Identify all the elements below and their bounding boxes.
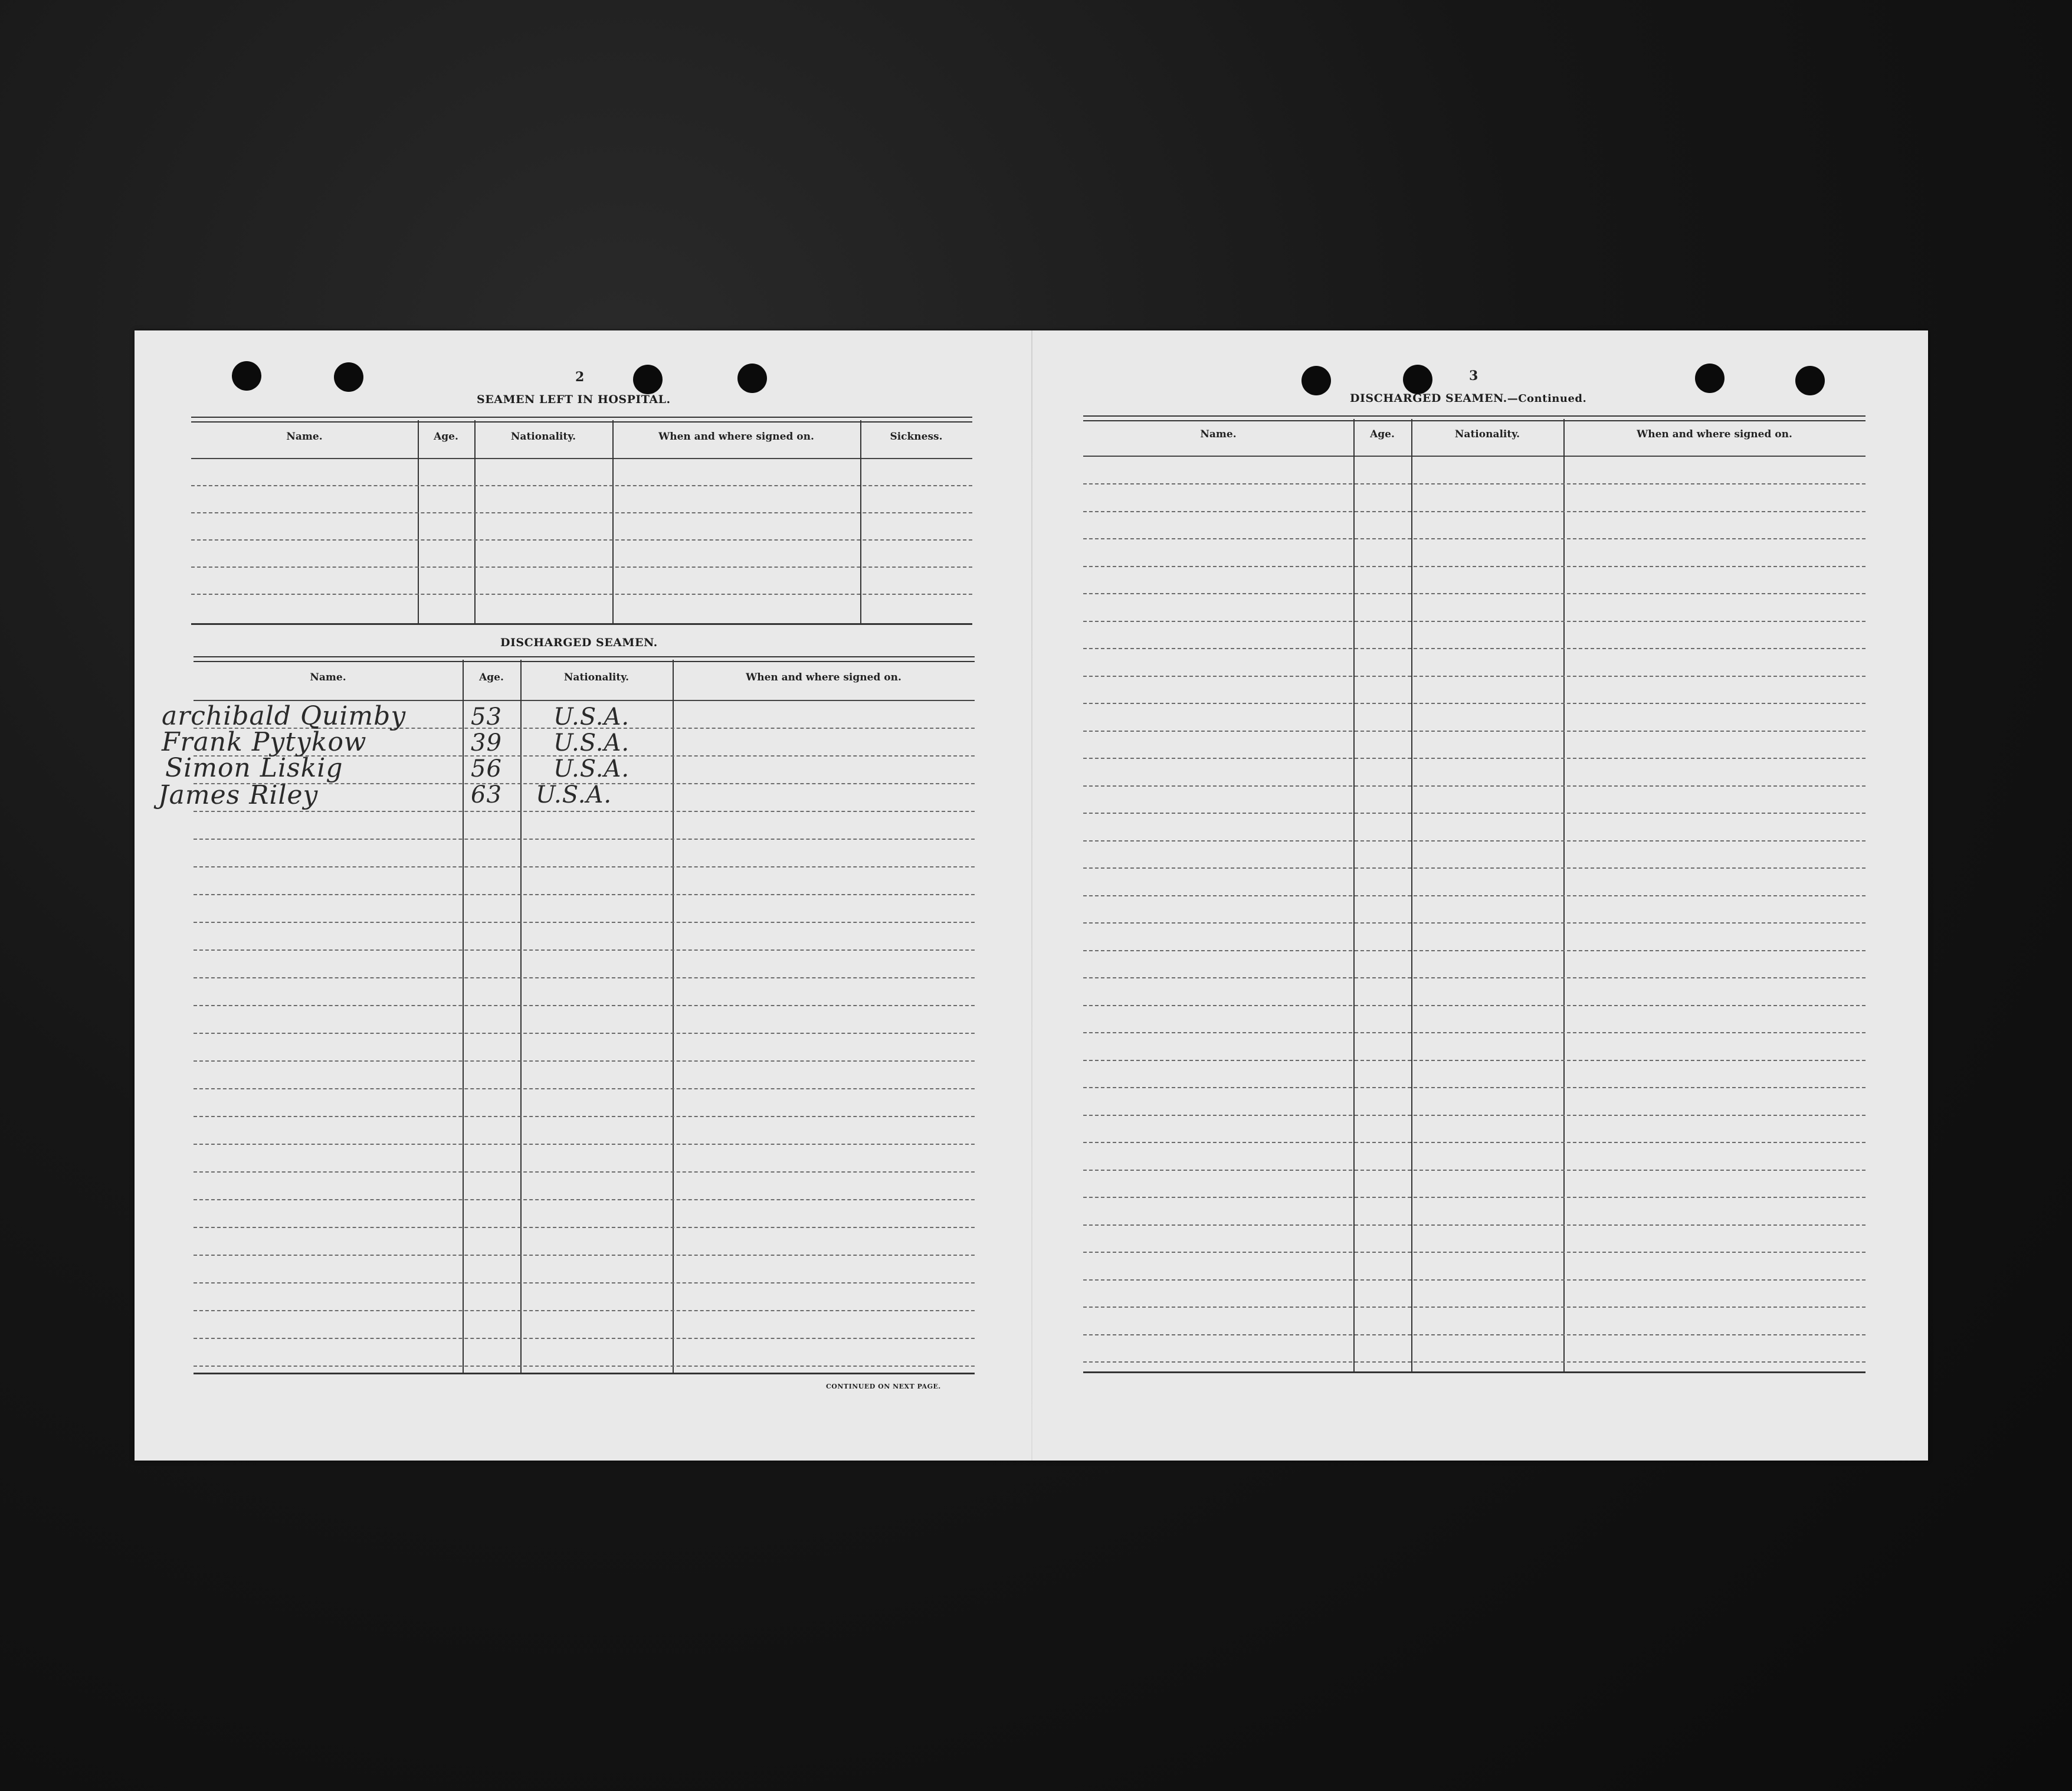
handwritten-age: 53 — [471, 703, 502, 731]
discharged-continued-title — [1350, 392, 1586, 405]
handwritten-nationality: U.S.A. — [553, 729, 630, 757]
table-row — [194, 1255, 975, 1256]
page-number-left: 2 — [575, 369, 585, 385]
table-row — [194, 1033, 975, 1034]
table-row — [194, 1338, 975, 1339]
col-header-age: Age. — [434, 431, 458, 443]
col-header-age: Age. — [479, 672, 504, 683]
table-row — [1083, 648, 1866, 649]
punch-hole-icon — [633, 365, 663, 394]
table-row — [194, 1199, 975, 1200]
punch-hole-icon — [1301, 366, 1331, 395]
table-row — [194, 1116, 975, 1117]
col-header-name: Name. — [286, 431, 323, 443]
handwritten-age: 39 — [471, 729, 502, 757]
col-header-name: Name. — [310, 672, 346, 683]
table-row — [194, 1366, 975, 1367]
table-row — [1083, 840, 1866, 842]
col-header-signed-on: When and where signed on. — [1637, 428, 1792, 440]
page-gutter — [1031, 330, 1032, 1461]
table-row — [1083, 1197, 1866, 1198]
col-header-name: Name. — [1200, 428, 1237, 440]
table-row — [1083, 813, 1866, 814]
table-row — [194, 922, 975, 923]
table-row — [194, 1060, 975, 1062]
col-header-nationality: Nationality. — [510, 431, 576, 443]
table-row — [1083, 731, 1866, 732]
punch-hole-icon — [1695, 364, 1725, 393]
table-row — [191, 539, 972, 541]
hospital-table — [191, 417, 972, 627]
col-header-nationality: Nationality. — [1454, 428, 1520, 440]
table-row — [1083, 1060, 1866, 1061]
discharged-continued-main: DISCHARGED SEAMEN. — [1350, 392, 1507, 405]
table-row — [1083, 593, 1866, 594]
table-row — [1083, 483, 1866, 484]
table-row — [194, 866, 975, 867]
punch-hole-icon — [1795, 366, 1825, 395]
punch-hole-icon — [232, 361, 261, 391]
col-header-signed-on: When and where signed on. — [658, 431, 814, 443]
table-row — [194, 811, 975, 812]
col-header-nationality: Nationality. — [563, 672, 630, 683]
table-row — [1083, 1032, 1866, 1033]
table-row — [194, 1227, 975, 1228]
table-row — [1083, 1279, 1866, 1281]
table-row — [194, 1144, 975, 1145]
table-row — [1083, 867, 1866, 869]
handwritten-name: James Riley — [158, 780, 319, 810]
col-header-signed-on: When and where signed on. — [746, 672, 901, 683]
table-row — [194, 949, 975, 951]
table-row — [191, 512, 972, 513]
table-row — [1083, 1361, 1866, 1363]
table-row — [1083, 1170, 1866, 1171]
table-row — [1083, 566, 1866, 567]
discharged-continued-suffix: —Continued. — [1507, 392, 1587, 405]
discharged-continued-rows — [1083, 415, 1866, 1377]
table-row — [194, 1088, 975, 1089]
table-row — [191, 594, 972, 595]
punch-hole-icon — [737, 364, 767, 393]
table-row — [1083, 977, 1866, 978]
table-row — [1083, 758, 1866, 759]
table-row — [1083, 538, 1866, 539]
continued-note: CONTINUED ON NEXT PAGE. — [826, 1383, 941, 1390]
table-row — [1083, 1005, 1866, 1006]
handwritten-age: 56 — [471, 755, 502, 782]
handwritten-name: archibald Quimby — [162, 701, 406, 731]
col-header-sickness: Sickness. — [890, 431, 943, 443]
table-row — [1083, 1307, 1866, 1308]
table-row — [194, 1171, 975, 1173]
table-row — [191, 485, 972, 486]
col-header-age: Age. — [1370, 428, 1395, 440]
table-row — [1083, 1142, 1866, 1143]
table-row — [1083, 950, 1866, 951]
table-row — [1083, 1115, 1866, 1116]
table-row — [1083, 922, 1866, 924]
table-row — [1083, 1087, 1866, 1088]
page-number-right: 3 — [1469, 368, 1478, 384]
handwritten-age: 63 — [471, 781, 502, 808]
punch-hole-icon — [334, 362, 363, 392]
hospital-section-title: SEAMEN LEFT IN HOSPITAL. — [477, 393, 671, 406]
table-row — [191, 567, 972, 568]
table-row — [194, 1310, 975, 1311]
table-row — [194, 1005, 975, 1006]
discharged-section-title: DISCHARGED SEAMEN. — [500, 636, 658, 649]
table-row — [1083, 676, 1866, 677]
punch-hole-icon — [1403, 365, 1432, 394]
table-row — [1083, 1252, 1866, 1253]
table-row — [1083, 785, 1866, 787]
table-row — [194, 894, 975, 895]
table-row — [1083, 621, 1866, 622]
handwritten-nationality: U.S.A. — [536, 781, 612, 808]
ledger-sheet — [135, 330, 1928, 1461]
handwritten-name: Frank Pytykow — [162, 727, 367, 757]
table-row — [1083, 895, 1866, 896]
table-row — [1083, 1224, 1866, 1226]
handwritten-nationality: U.S.A. — [553, 755, 630, 782]
discharged-continued-table — [1083, 415, 1866, 1377]
table-row — [1083, 511, 1866, 512]
table-row — [194, 977, 975, 978]
table-row — [1083, 703, 1866, 704]
handwritten-nationality: U.S.A. — [553, 703, 630, 731]
handwritten-name: Simon Liskig — [165, 753, 343, 783]
table-row — [194, 839, 975, 840]
table-row — [194, 1282, 975, 1284]
table-row — [1083, 1334, 1866, 1335]
